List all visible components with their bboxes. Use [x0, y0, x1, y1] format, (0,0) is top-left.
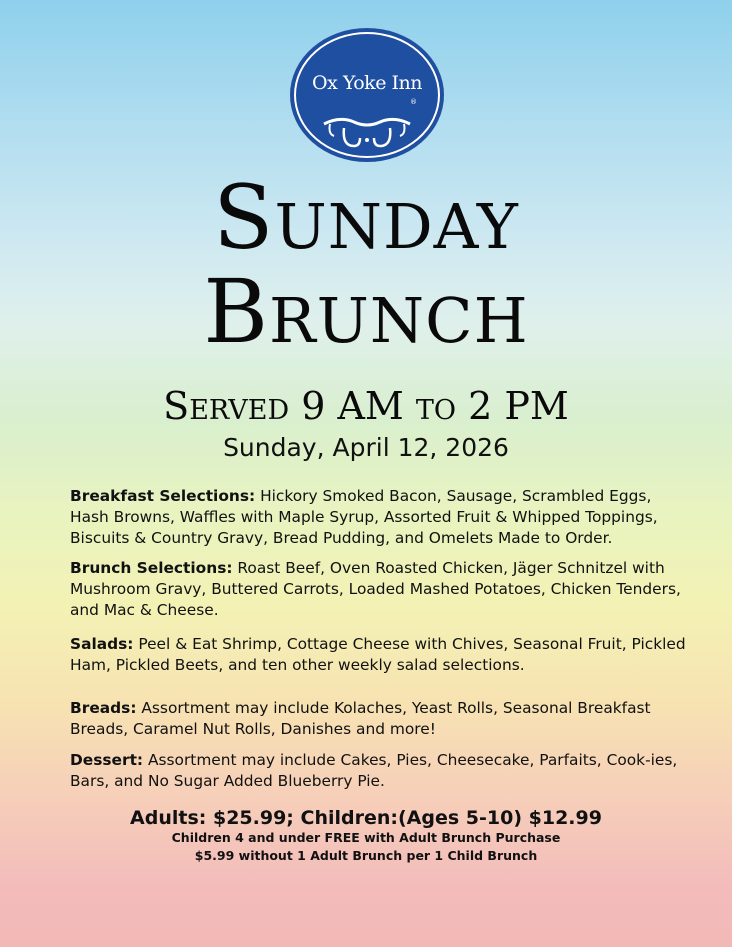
- served-hours: Served 9 AM to 2 PM: [163, 384, 569, 428]
- dessert: [70, 750, 688, 792]
- section-label: Salads:: [70, 635, 134, 653]
- section-label: Breakfast Selections:: [70, 487, 256, 505]
- price-line: Adults: $25.99; Children:(Ages 5-10) $12.99: [130, 807, 602, 829]
- section-text: Hickory Smoked Bacon, Sausage, Scrambled Eggs, Hash Browns, Waffles with Maple Syrup, Assorted Fruit & Whipped Toppings, Biscuits & Country Gravy, Bread Pudding, and Omelets Made to Order.: [70, 487, 658, 547]
- brunch-selections: [70, 558, 688, 621]
- breads: [70, 698, 688, 740]
- section-text: Assortment may include Kolaches, Yeast Rolls, Seasonal Breakfast Breads, Caramel Nut Rolls, Danishes and more!: [70, 699, 651, 738]
- ox-yoke-icon: [320, 110, 414, 160]
- logo-name: Ox Yoke Inn: [312, 72, 422, 94]
- section-text: Assortment may include Cakes, Pies, Cheesecake, Parfaits, Cook-ies, Bars, and No Sugar Added Blueberry Pie.: [70, 751, 678, 790]
- brunch-date: Sunday, April 12, 2026: [223, 433, 509, 462]
- section-label: Breads:: [70, 699, 137, 717]
- breakfast-selections: [70, 486, 688, 549]
- section-label: Brunch Selections:: [70, 559, 233, 577]
- title-line-1: Sunday: [213, 166, 519, 269]
- section-label: Dessert:: [70, 751, 144, 769]
- children-free-note: Children 4 and under FREE with Adult Brunch Purchase: [171, 830, 561, 845]
- title-line-2: Brunch: [203, 260, 529, 363]
- section-text: Peel & Eat Shrimp, Cottage Cheese with Chives, Seasonal Fruit, Pickled Ham, Pickled Beets, and ten other weekly salad selections.: [70, 635, 686, 674]
- salads: [70, 634, 688, 676]
- child-price-note: $5.99 without 1 Adult Brunch per 1 Child Brunch: [194, 848, 538, 863]
- section-text: Roast Beef, Oven Roasted Chicken, Jäger Schnitzel with Mushroom Gravy, Buttered Carrots, Loaded Mashed Potatoes, Chicken Tenders, and Mac & Cheese.: [70, 559, 681, 619]
- logo-registered-mark: ®: [410, 98, 417, 106]
- ox-yoke-inn-logo: [290, 28, 444, 162]
